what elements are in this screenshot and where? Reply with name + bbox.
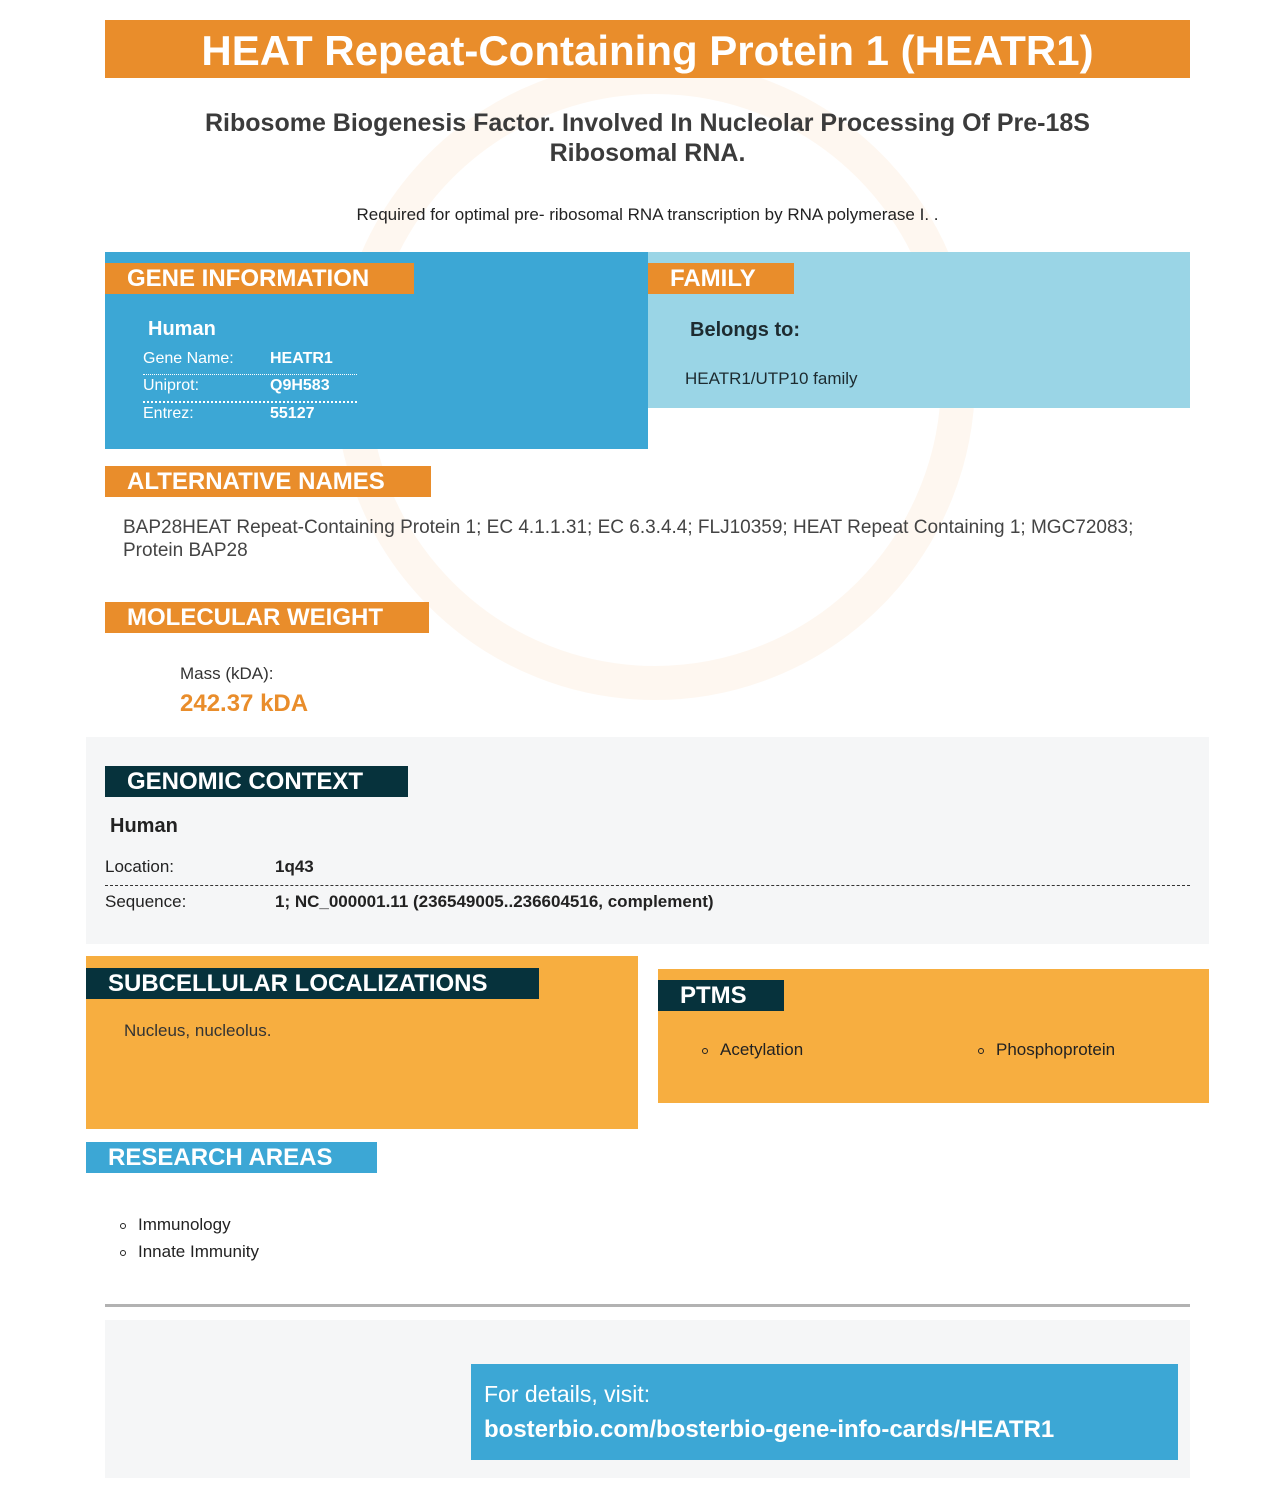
gene-name-value: HEATR1: [270, 350, 333, 367]
family-value: HEATR1/UTP10 family: [685, 369, 858, 388]
location-row: [105, 851, 1190, 886]
details-callout: [471, 1364, 1178, 1460]
alternative-names-heading: ALTERNATIVE NAMES: [105, 466, 431, 497]
gene-species: Human: [148, 318, 216, 340]
protein-description: Required for optimal pre- ribosomal RNA transcription by RNA polymerase I. .: [356, 205, 939, 224]
family-heading: FAMILY: [648, 263, 794, 294]
molecular-weight-heading: MOLECULAR WEIGHT: [105, 602, 429, 633]
mass-label: Mass (kDA):: [180, 664, 274, 683]
research-area-item: Immunology: [120, 1215, 231, 1235]
entrez-value: 55127: [270, 405, 315, 422]
entrez-row: [143, 402, 357, 429]
research-areas-heading: RESEARCH AREAS: [86, 1142, 377, 1173]
genomic-context-heading: GENOMIC CONTEXT: [105, 766, 408, 797]
protein-summary: Ribosome Biogenesis Factor. Involved In Nucleolar Processing Of Pre-18S Ribosomal RNA.: [205, 109, 1090, 167]
ptm-item: Acetylation: [702, 1040, 803, 1060]
details-label: For details, visit:: [484, 1381, 651, 1407]
subcellular-localizations-text: Nucleus, nucleolus.: [124, 1021, 272, 1040]
sequence-row: [105, 886, 1190, 920]
sequence-label: Sequence:: [105, 892, 187, 911]
ptm-item: Phosphoprotein: [978, 1040, 1115, 1060]
uniprot-row: [143, 374, 357, 403]
location-label: Location:: [105, 857, 174, 876]
uniprot-value: Q9H583: [270, 377, 330, 394]
sequence-value: 1; NC_000001.11 (236549005..236604516, complement): [275, 892, 714, 911]
gene-information-heading: GENE INFORMATION: [105, 263, 414, 294]
family-belongs-label: Belongs to:: [690, 319, 800, 341]
page-title: HEAT Repeat-Containing Protein 1 (HEATR1): [105, 20, 1190, 78]
entrez-label: Entrez:: [143, 405, 194, 422]
gene-name-row: [143, 347, 357, 375]
footer-divider: [105, 1304, 1190, 1307]
alternative-names-text: BAP28HEAT Repeat-Containing Protein 1; EC 4.1.1.31; EC 6.3.4.4; FLJ10359; HEAT Repeat Containing 1; MGC72083; Protein BAP28: [123, 517, 1134, 561]
genomic-species: Human: [110, 815, 178, 837]
mass-value: 242.37 kDA: [180, 690, 309, 717]
uniprot-label: Uniprot:: [143, 377, 200, 394]
details-link[interactable]: bosterbio.com/bosterbio-gene-info-cards/HEATR1: [484, 1416, 1055, 1443]
research-area-item: Innate Immunity: [120, 1242, 259, 1262]
subcellular-localizations-heading: SUBCELLULAR LOCALIZATIONS: [86, 968, 539, 999]
gene-name-label: Gene Name:: [143, 350, 234, 367]
location-value: 1q43: [275, 857, 314, 876]
ptms-heading: PTMS: [658, 980, 784, 1011]
